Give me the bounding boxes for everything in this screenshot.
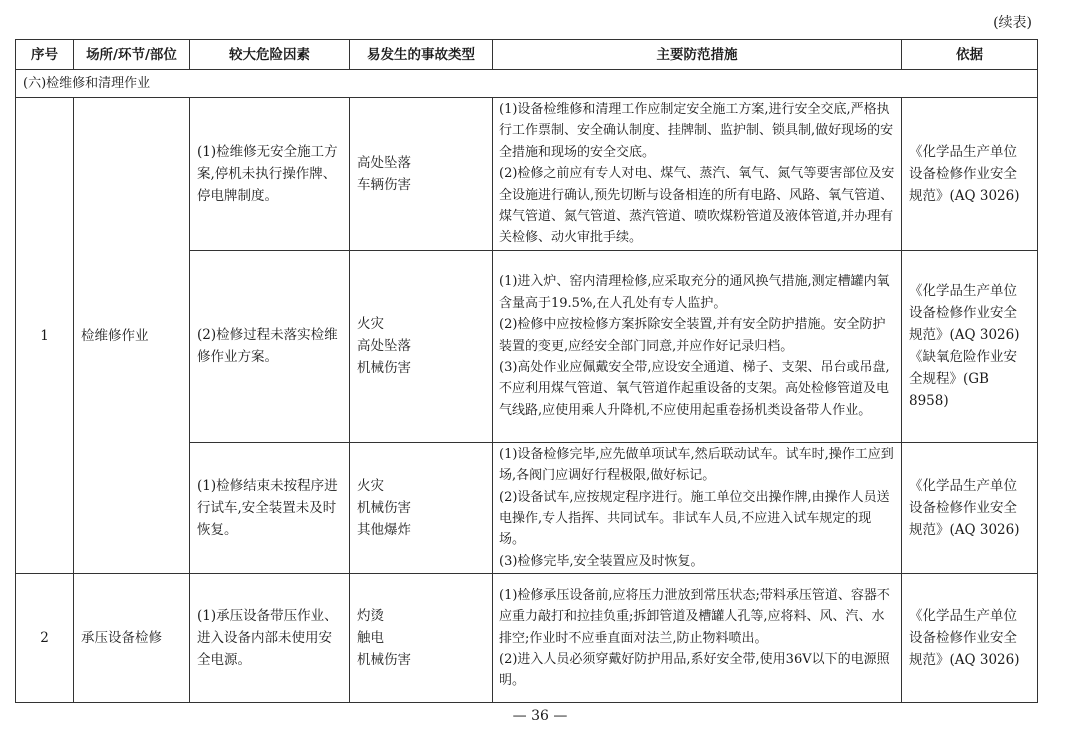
accident-type: 机械伤害 <box>357 500 411 517</box>
page-number: — 36 — <box>512 708 568 724</box>
measure-item: (1)设备检维修和清理工作应制定安全施工方案,进行安全交底,严格执行工作票制、安全确认制度、挂牌制、监护制、锁具制,做好现场的安全措施和现场的安全交底。 <box>499 102 894 160</box>
accident-type: 灼烫 <box>357 608 384 625</box>
accident-type: 火灾 <box>357 478 384 495</box>
hazard-cell: (1)检修结束未按程序进行试车,安全装置未及时恢复。 <box>190 442 350 573</box>
accident-type: 其他爆炸 <box>357 522 411 539</box>
accident-type: 机械伤害 <box>357 652 411 669</box>
header-measures: 主要防范措施 <box>493 40 902 70</box>
basis-item: 《化学品生产单位设备检修作业安全规范》(AQ 3026) <box>909 608 1020 669</box>
accident-cell <box>350 442 493 573</box>
header-accident: 易发生的事故类型 <box>350 40 493 70</box>
location-cell: 承压设备检修 <box>74 574 190 703</box>
accident-type: 机械伤害 <box>357 360 411 377</box>
hazard-table <box>15 39 1038 703</box>
basis-cell <box>902 98 1038 251</box>
basis-item: 《化学品生产单位设备检修作业安全规范》(AQ 3026) <box>909 143 1020 204</box>
location-cell: 检维修作业 <box>74 98 190 574</box>
measure-item: (2)检修之前应有专人对电、煤气、蒸汽、氧气、氮气等要害部位及安全设施进行确认,预先切断与设备相连的所有电路、风路、氧气管道、煤气管道、氮气管道、蒸汽管道、喷吹煤粉管道及液体管道,并办理有关检修、动火审批手续。 <box>499 166 895 246</box>
measure-item: (1)进入炉、窑内清理检修,应采取充分的通风换气措施,测定槽罐内氧含量高于19.5%,在人孔处有专人监护。 <box>499 274 890 311</box>
section-title: (六)检维修和清理作业 <box>16 70 1038 98</box>
header-location: 场所/环节/部位 <box>74 40 190 70</box>
measure-item: (2)设备试车,应按规定程序进行。施工单位交出操作牌,由操作人员送电操作,专人指挥、共同试车。非试车人员,不应进入试车规定的现场。 <box>499 489 890 548</box>
hazard-cell: (2)检修过程未落实检维修作业方案。 <box>190 250 350 442</box>
measure-item: (2)进入人员必须穿戴好防护用品,系好安全带,使用36V以下的电源照明。 <box>499 651 890 689</box>
basis-cell <box>902 574 1038 703</box>
measures-cell <box>493 442 902 573</box>
basis-cell <box>902 250 1038 442</box>
measures-cell <box>493 250 902 442</box>
measure-item: (2)检修中应按检修方案拆除安全装置,并有安全防护措施。安全防护装置的变更,应经安全部门同意,并应作好记录归档。 <box>499 317 886 354</box>
accident-type: 高处坠落 <box>357 338 411 355</box>
basis-item: 《缺氧危险作业安全规程》(GB 8958) <box>909 349 1017 410</box>
header-hazard: 较大危险因素 <box>190 40 350 70</box>
accident-type: 车辆伤害 <box>357 176 411 193</box>
accident-type: 高处坠落 <box>357 154 411 171</box>
hazard-cell: (1)承压设备带压作业、进入设备内部未使用安全电源。 <box>190 574 350 703</box>
basis-item: 《化学品生产单位设备检修作业安全规范》(AQ 3026) <box>909 478 1020 539</box>
accident-cell <box>350 574 493 703</box>
table-row <box>16 574 1038 703</box>
measure-item: (1)检修承压设备前,应将压力泄放到常压状态;带料承压管道、容器不应重力敲打和拉挂负重;拆卸管道及槽罐人孔等,应将料、风、汽、水排空;作业时不应垂直面对法兰,防止物料喷出。 <box>499 587 890 646</box>
basis-cell <box>902 442 1038 573</box>
measure-item: (3)高处作业应佩戴安全带,应设安全通道、梯子、支架、吊台或吊盘,不应利用煤气管道、氧气管道作起重设备的支架。高处检修管道及电气线路,应使用乘人升降机,不应使用起重卷扬机类设备带人作业。 <box>499 360 890 418</box>
row-number: 2 <box>16 574 74 703</box>
measure-item: (3)检修完毕,安全装置应及时恢复。 <box>499 553 704 569</box>
hazard-cell: (1)检维修无安全施工方案,停机未执行操作牌、停电牌制度。 <box>190 98 350 251</box>
header-no: 序号 <box>16 40 74 70</box>
accident-type: 火灾 <box>357 316 384 333</box>
row-number: 1 <box>16 98 74 574</box>
header-row <box>16 40 1038 70</box>
measure-item: (1)设备检修完毕,应先做单项试车,然后联动试车。试车时,操作工应到场,各阀门应调好行程极限,做好标记。 <box>499 446 894 484</box>
measures-cell <box>493 98 902 251</box>
basis-item: 《化学品生产单位设备检修作业安全规范》(AQ 3026) <box>909 283 1020 344</box>
accident-type: 触电 <box>357 630 384 647</box>
accident-cell <box>350 98 493 251</box>
continuation-label: (续表) <box>993 15 1032 31</box>
measures-cell <box>493 574 902 703</box>
accident-cell <box>350 250 493 442</box>
section-row <box>16 70 1038 98</box>
header-basis: 依据 <box>902 40 1038 70</box>
table-row <box>16 98 1038 251</box>
